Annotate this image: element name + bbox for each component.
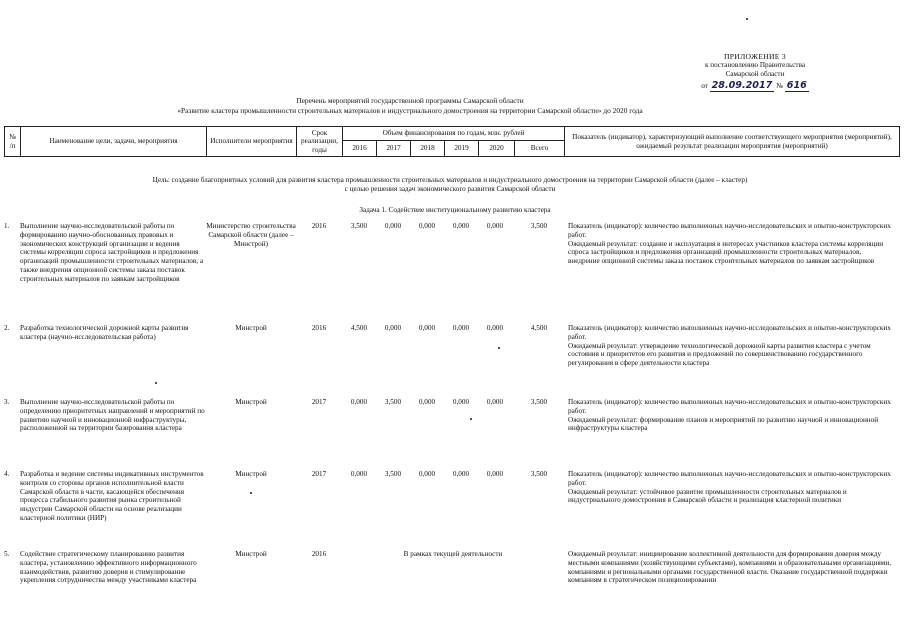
document-title: [60, 96, 760, 115]
row-number: 5.: [4, 550, 10, 558]
row-value-2020: 0,000: [486, 324, 504, 332]
row-indicator: Показатель (индикатор): количество выполненных научно-исследовательских и опытно-конструкторских работ. Ожидаемый результат: формирование планов и мероприятий по развитию научной и инновационной инфраструктуры кластера: [568, 398, 891, 433]
row-number: 1.: [4, 222, 10, 230]
row-value-2016: 0,000: [350, 470, 368, 478]
appendix-title: ПРИЛОЖЕНИЕ 3: [724, 52, 786, 61]
row-executor: Минстрой: [235, 324, 267, 332]
row-value-2019: 0,000: [452, 398, 470, 406]
row-indicator: Показатель (индикатор): количество выполненных научно-исследовательских и опытно-конструкторских работ. Ожидаемый результат: создание и эксплуатация в интересах участников кластера системы корреляции спроса застройщиков и предложения организаций промышленности строительных материалов, внедрение опционной системы заказа поставок строительных материалов по заявкам застройщиков: [568, 222, 891, 266]
row-value-total: 3,500: [530, 398, 548, 406]
row-period: 2017: [311, 398, 327, 406]
header-indicator: Показатель (индикатор), характеризующий выполнение соответствующего мероприятия (мероприятий), ожидаемый результат реализации мероприятия (мероприятий): [565, 127, 900, 157]
header-executors: Исполнители мероприятия: [207, 127, 297, 157]
appendix-block: [640, 52, 870, 92]
scan-speck: [746, 18, 748, 20]
row-value-total: 4,500: [530, 324, 548, 332]
scan-speck: [250, 492, 252, 494]
row-value-2019: 0,000: [452, 470, 470, 478]
appendix-line-2: Самарской области: [725, 70, 785, 79]
scan-speck: [155, 382, 157, 384]
header-year-2016: 2016: [343, 141, 377, 157]
row-executor: Минстрой: [235, 470, 267, 478]
handwritten-date: 28.09.2017: [711, 80, 773, 92]
row-value-2017: 3,500: [384, 470, 402, 478]
row-value-2019: 0,000: [452, 324, 470, 332]
scan-speck: [470, 418, 472, 420]
row-value-2018: 0,000: [418, 324, 436, 332]
header-name: Наименование цели, задачи, мероприятия: [21, 127, 207, 157]
document-title-line-2: «Развитие кластера промышленности строительных материалов и индустриального домостроения на территории Самарской области» до 2020 года: [177, 105, 643, 115]
row-executor: Министерство строительства Самарской области (далее – Минстрой): [206, 222, 296, 248]
row-value-2018: 0,000: [418, 470, 436, 478]
row-period: 2017: [311, 470, 327, 478]
task-heading: Задача 1. Содействие институциональному развитию кластера: [359, 206, 551, 214]
header-year-2019: 2019: [445, 141, 479, 157]
from-label: от: [701, 82, 708, 91]
row-name: Выполнение научно-исследовательской работы по определению приоритетных направлений и мероприятий по развитию научной и инновационной инфраструктуры, расположенной на территории базирования кластера: [20, 398, 205, 433]
scan-speck: [498, 347, 500, 349]
row-value-total: 3,500: [530, 470, 548, 478]
row-period: 2016: [311, 324, 327, 332]
row-name: Разработка технологической дорожной карты развития кластера (научно-исследовательская работа): [20, 324, 189, 341]
header-year-2020: 2020: [479, 141, 515, 157]
row-executor: Минстрой: [235, 398, 267, 406]
row-name: Выполнение научно-исследовательской работы по формированию научно-обоснованных правовых и экономических конструкций организации и ведения системы корреляции спроса застройщиков и предложения организаций промышленности строительных материалов, а также внедрения опционной системы заказа поставок строительных материалов по заявкам застройщиков: [20, 222, 204, 283]
appendix-signature-line: [640, 80, 870, 92]
row-value-2018: 0,000: [418, 398, 436, 406]
handwritten-number: 616: [786, 80, 807, 92]
row-name: Содействие стратегическому планированию развития кластера, установлению эффективного информационного взаимодействия, развитию доверия и стимулирование укрепления сотрудничества между участниками кластера: [20, 550, 197, 585]
header-table: [4, 126, 900, 157]
number-label: №: [776, 82, 783, 91]
row-value-2017: 0,000: [384, 324, 402, 332]
row-value-total: 3,500: [530, 222, 548, 230]
row-indicator: Ожидаемый результат: инициирование коллективной деятельности для формирования доверия между местными компаниями (хозяйствующими субъектами), компаниями и образовательными организациями, компаниями и региональными органами государственной власти. Оказание государственной поддержки компаниям в стратегическом позиционировании: [568, 550, 891, 585]
document-title-line-1: Перечень мероприятий государственной программы Самарской области: [296, 96, 524, 105]
row-value-2019: 0,000: [452, 222, 470, 230]
row-period: 2016: [311, 222, 327, 230]
row-period: 2016: [311, 550, 327, 558]
header-funding: Объем финансирования по годам, млн. рублей: [343, 127, 565, 141]
row-indicator: Показатель (индикатор): количество выполненных научно-исследовательских и опытно-конструкторских работ. Ожидаемый результат: утверждение технологической дорожной карты развития кластера с учетом состояния и приоритетов его развития и предложений по совершенствованию государственного регулирования в сфере деятельности кластера: [568, 324, 891, 368]
row-number: 2.: [4, 324, 10, 332]
row-value-2020: 0,000: [486, 222, 504, 230]
row-indicator: Показатель (индикатор): количество выполненных научно-исследовательских и опытно-конструкторских работ. Ожидаемый результат: устойчивое развитие промышленности строительных материалов и индустриального домостроения в Самарской области и реализация кластерной политики: [568, 470, 891, 505]
row-value-2017: 0,000: [384, 222, 402, 230]
row-value-2016: 3,500: [350, 222, 368, 230]
goal-line-1: Цель: создание благоприятных условий для развития кластера промышленности строительных материалов и индустриального домостроения на территории Самарской области (далее – кластер): [152, 176, 748, 184]
header-period: Срок реализации, годы: [297, 127, 343, 157]
header-total: Всего: [515, 141, 565, 157]
row-value-2016: 4,500: [350, 324, 368, 332]
row-name: Разработка и ведение системы индикативных инструментов контроля со стороны органов исполнительной власти Самарской области в части, касающейся обеспечения процесса стабильного развития рынка строительной индустрии Самарской области на основе реализации кластерной политики (НИР): [20, 470, 204, 522]
goal-line-2: с целью решения задач экономического развития Самарской области: [344, 185, 556, 194]
row-value-2020: 0,000: [486, 398, 504, 406]
row-value-2016: 0,000: [350, 398, 368, 406]
row-value-2017: 3,500: [384, 398, 402, 406]
row-number: 4.: [4, 470, 10, 478]
header-year-2017: 2017: [377, 141, 411, 157]
row-number: 3.: [4, 398, 10, 406]
row-value-2020: 0,000: [486, 470, 504, 478]
row-span-text: В рамках текущей деятельности: [403, 550, 503, 558]
header-no: № /п: [5, 127, 21, 157]
row-value-2018: 0,000: [418, 222, 436, 230]
row-executor: Минстрой: [235, 550, 267, 558]
header-year-2018: 2018: [411, 141, 445, 157]
appendix-line-1: к постановлению Правительства: [704, 61, 806, 70]
goal-text: [70, 176, 830, 195]
